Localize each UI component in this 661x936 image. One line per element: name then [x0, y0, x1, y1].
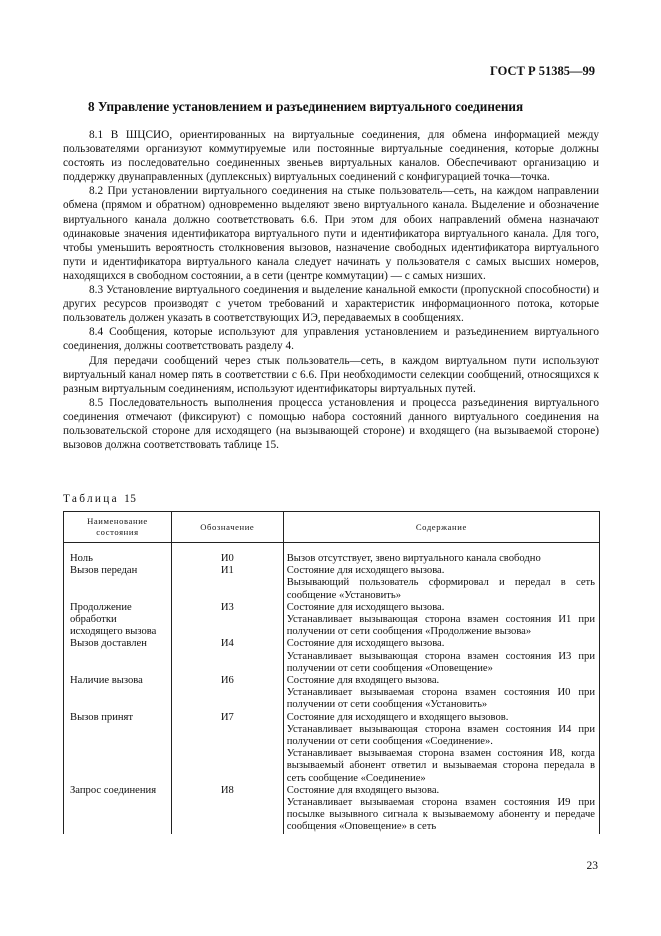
state-code-cell: И0: [171, 553, 283, 565]
state-content-line: Состояние для исходящего вызова.: [286, 601, 445, 613]
state-content-line: Состояние для исходящего и входящего вызовов.: [286, 711, 509, 723]
state-name-cell: Наличие вызова: [64, 675, 172, 712]
state-content-cell: [283, 565, 599, 602]
table-row: [64, 553, 600, 565]
state-code-cell: И3: [171, 602, 283, 639]
paragraph-8-2: 8.2 При установлении виртуального соединения на стыке пользователь—сеть, на каждом направлении обмена (прямом и обратном) одновременно выделяют звено виртуального канала. Выделение и обозначение виртуального канала должно соответствовать 6.6. При этом для обоих направлений обмена назначают одинаковые значения идентификатора виртуального пути и идентификатора виртуального канала. Для того, чтобы уменьшить вероятность столкновения вызовов, назначение свободных идентификатора виртуального пути и идентификатора виртуального канала следует начинать у пользователя с самых высших номеров, находящихся в свободном состоянии, а в сети (центре коммутации) — с самых низших.: [63, 185, 599, 282]
section-title: 8 Управление установлением и разъединением виртуального соединения: [88, 99, 524, 114]
paragraph-8-4-continued: Для передачи сообщений через стык пользователь—сеть, в каждом виртуальном пути используют виртуальный канал номер пять в соответствии с 6.6. При необходимости селекции сообщений, относящихся к разным виртуальным соединениям, используют идентификаторы виртуальных путей.: [63, 354, 599, 395]
header-content: Содержание: [283, 512, 599, 543]
spacer-cell: [171, 543, 283, 554]
state-content-line: Состояние для исходящего вызова.: [286, 565, 445, 577]
state-content-line: Вызов отсутствует, звено виртуального канала свободно: [286, 553, 541, 564]
standard-code: ГОСТ Р 51385—99: [489, 64, 595, 78]
state-code-cell: И4: [171, 638, 283, 675]
state-content-cell: [283, 638, 599, 675]
state-content-cell: [283, 553, 599, 565]
state-code-cell: И7: [171, 712, 283, 785]
table-caption-number: 15: [124, 493, 137, 505]
state-name-cell: Ноль: [64, 553, 172, 565]
state-content-line: Вызывающий пользователь сформировал и передал в сеть сообщение «Установить»: [286, 577, 595, 601]
state-name-cell: Вызов доставлен: [64, 638, 172, 675]
table-row: [64, 602, 600, 639]
state-code-cell: И1: [171, 565, 283, 602]
paragraph-8-1: 8.1 В ШЦСИО, ориентированных на виртуальные соединения, для обмена информацией между пользователями организуют коммутируемые или постоянные виртуальные соединения, которые должны состоять из последовательно соединенных звеньев виртуальных каналов. Обеспечивают организацию и поддержку двунаправленных (дуплексных) виртуальных соединений с конфигурацией точка—точка.: [63, 129, 599, 184]
table-spacer-row: [64, 543, 600, 554]
table-caption: [63, 493, 136, 505]
state-name-cell: Вызов принят: [64, 712, 172, 785]
paragraph-8-4: 8.4 Сообщения, которые используют для управления установлением и разъединением виртуального соединения, должны соответствовать разделу 4.: [63, 326, 599, 353]
state-content-line: Состояние для входящего вызова.: [286, 675, 440, 687]
state-content-cell: [283, 785, 599, 834]
header-code: Обозначение: [171, 512, 283, 543]
state-code-cell: И6: [171, 675, 283, 712]
table-caption-word: Таблица: [63, 493, 119, 505]
state-content-line: Устанавливает вызываемая сторона взамен состояния И8, когда вызываемый абонент ответил и вызываемая сторона передала в сеть сообщение «Соединение»: [286, 748, 595, 784]
body-text: [63, 128, 599, 452]
table-row: [64, 712, 600, 785]
state-content-line: Устанавливает вызываемая сторона взамен состояния И9 при посылке вызывного сигнала к вызываемому абоненту и передаче сообщения «Оповещение» в сеть: [286, 797, 595, 833]
page-number: 23: [586, 860, 598, 872]
state-content-line: Устанавливает вызываемая сторона взамен состояния И0 при получении от сети сообщения «Установить»: [286, 687, 595, 711]
state-content-line: Состояние для исходящего вызова.: [286, 638, 445, 650]
state-name-cell: Продолжение обработки исходящего вызова: [64, 602, 172, 639]
state-code-cell: И8: [171, 785, 283, 834]
table-row: [64, 785, 600, 834]
paragraph-8-5: 8.5 Последовательность выполнения процесса установления и процесса разъединения виртуального соединения отмечают (фиксируют) с помощью набора состояний данного виртуального соединения на пользовательской стороне для исходящего (на вызывающей стороне) и входящего (на вызываемой стороне) вызовов должна соответствовать таблице 15.: [63, 396, 599, 452]
state-name-cell: Вызов передан: [64, 565, 172, 602]
state-content-cell: [283, 675, 599, 712]
state-content-cell: [283, 602, 599, 639]
state-content-line: Устанавливает вызывающая сторона взамен состояния И4 при получении от сети сообщения «Соединение».: [286, 723, 595, 748]
state-content-line: Состояние для входящего вызова.: [286, 784, 440, 796]
state-content-line: Устанавливает вызывающая сторона взамен состояния И1 при получении от сети сообщения «Продолжение вызова»: [286, 614, 595, 638]
spacer-cell: [283, 543, 599, 554]
table-row: [64, 638, 600, 675]
table-row: [64, 675, 600, 712]
state-content-line: Устанавливает вызывающая сторона взамен состояния И3 при получении от сети сообщения «Оповещение»: [286, 650, 595, 674]
table-header-row: [64, 512, 600, 543]
header-name: Наименование состояния: [64, 512, 172, 543]
table-row: [64, 565, 600, 602]
states-table: [63, 511, 600, 834]
state-name-cell: Запрос соединения: [64, 785, 172, 834]
table-body: [64, 543, 600, 834]
paragraph-8-3: 8.3 Установление виртуального соединения и выделение канальной емкости (пропускной способности) и других ресурсов производят с учетом требований и характеристик информационного потока, которые пользователь должен указать в соответствующих ИЭ, передаваемых в сообщениях.: [63, 284, 599, 325]
state-content-cell: [283, 712, 599, 785]
spacer-cell: [64, 543, 172, 554]
